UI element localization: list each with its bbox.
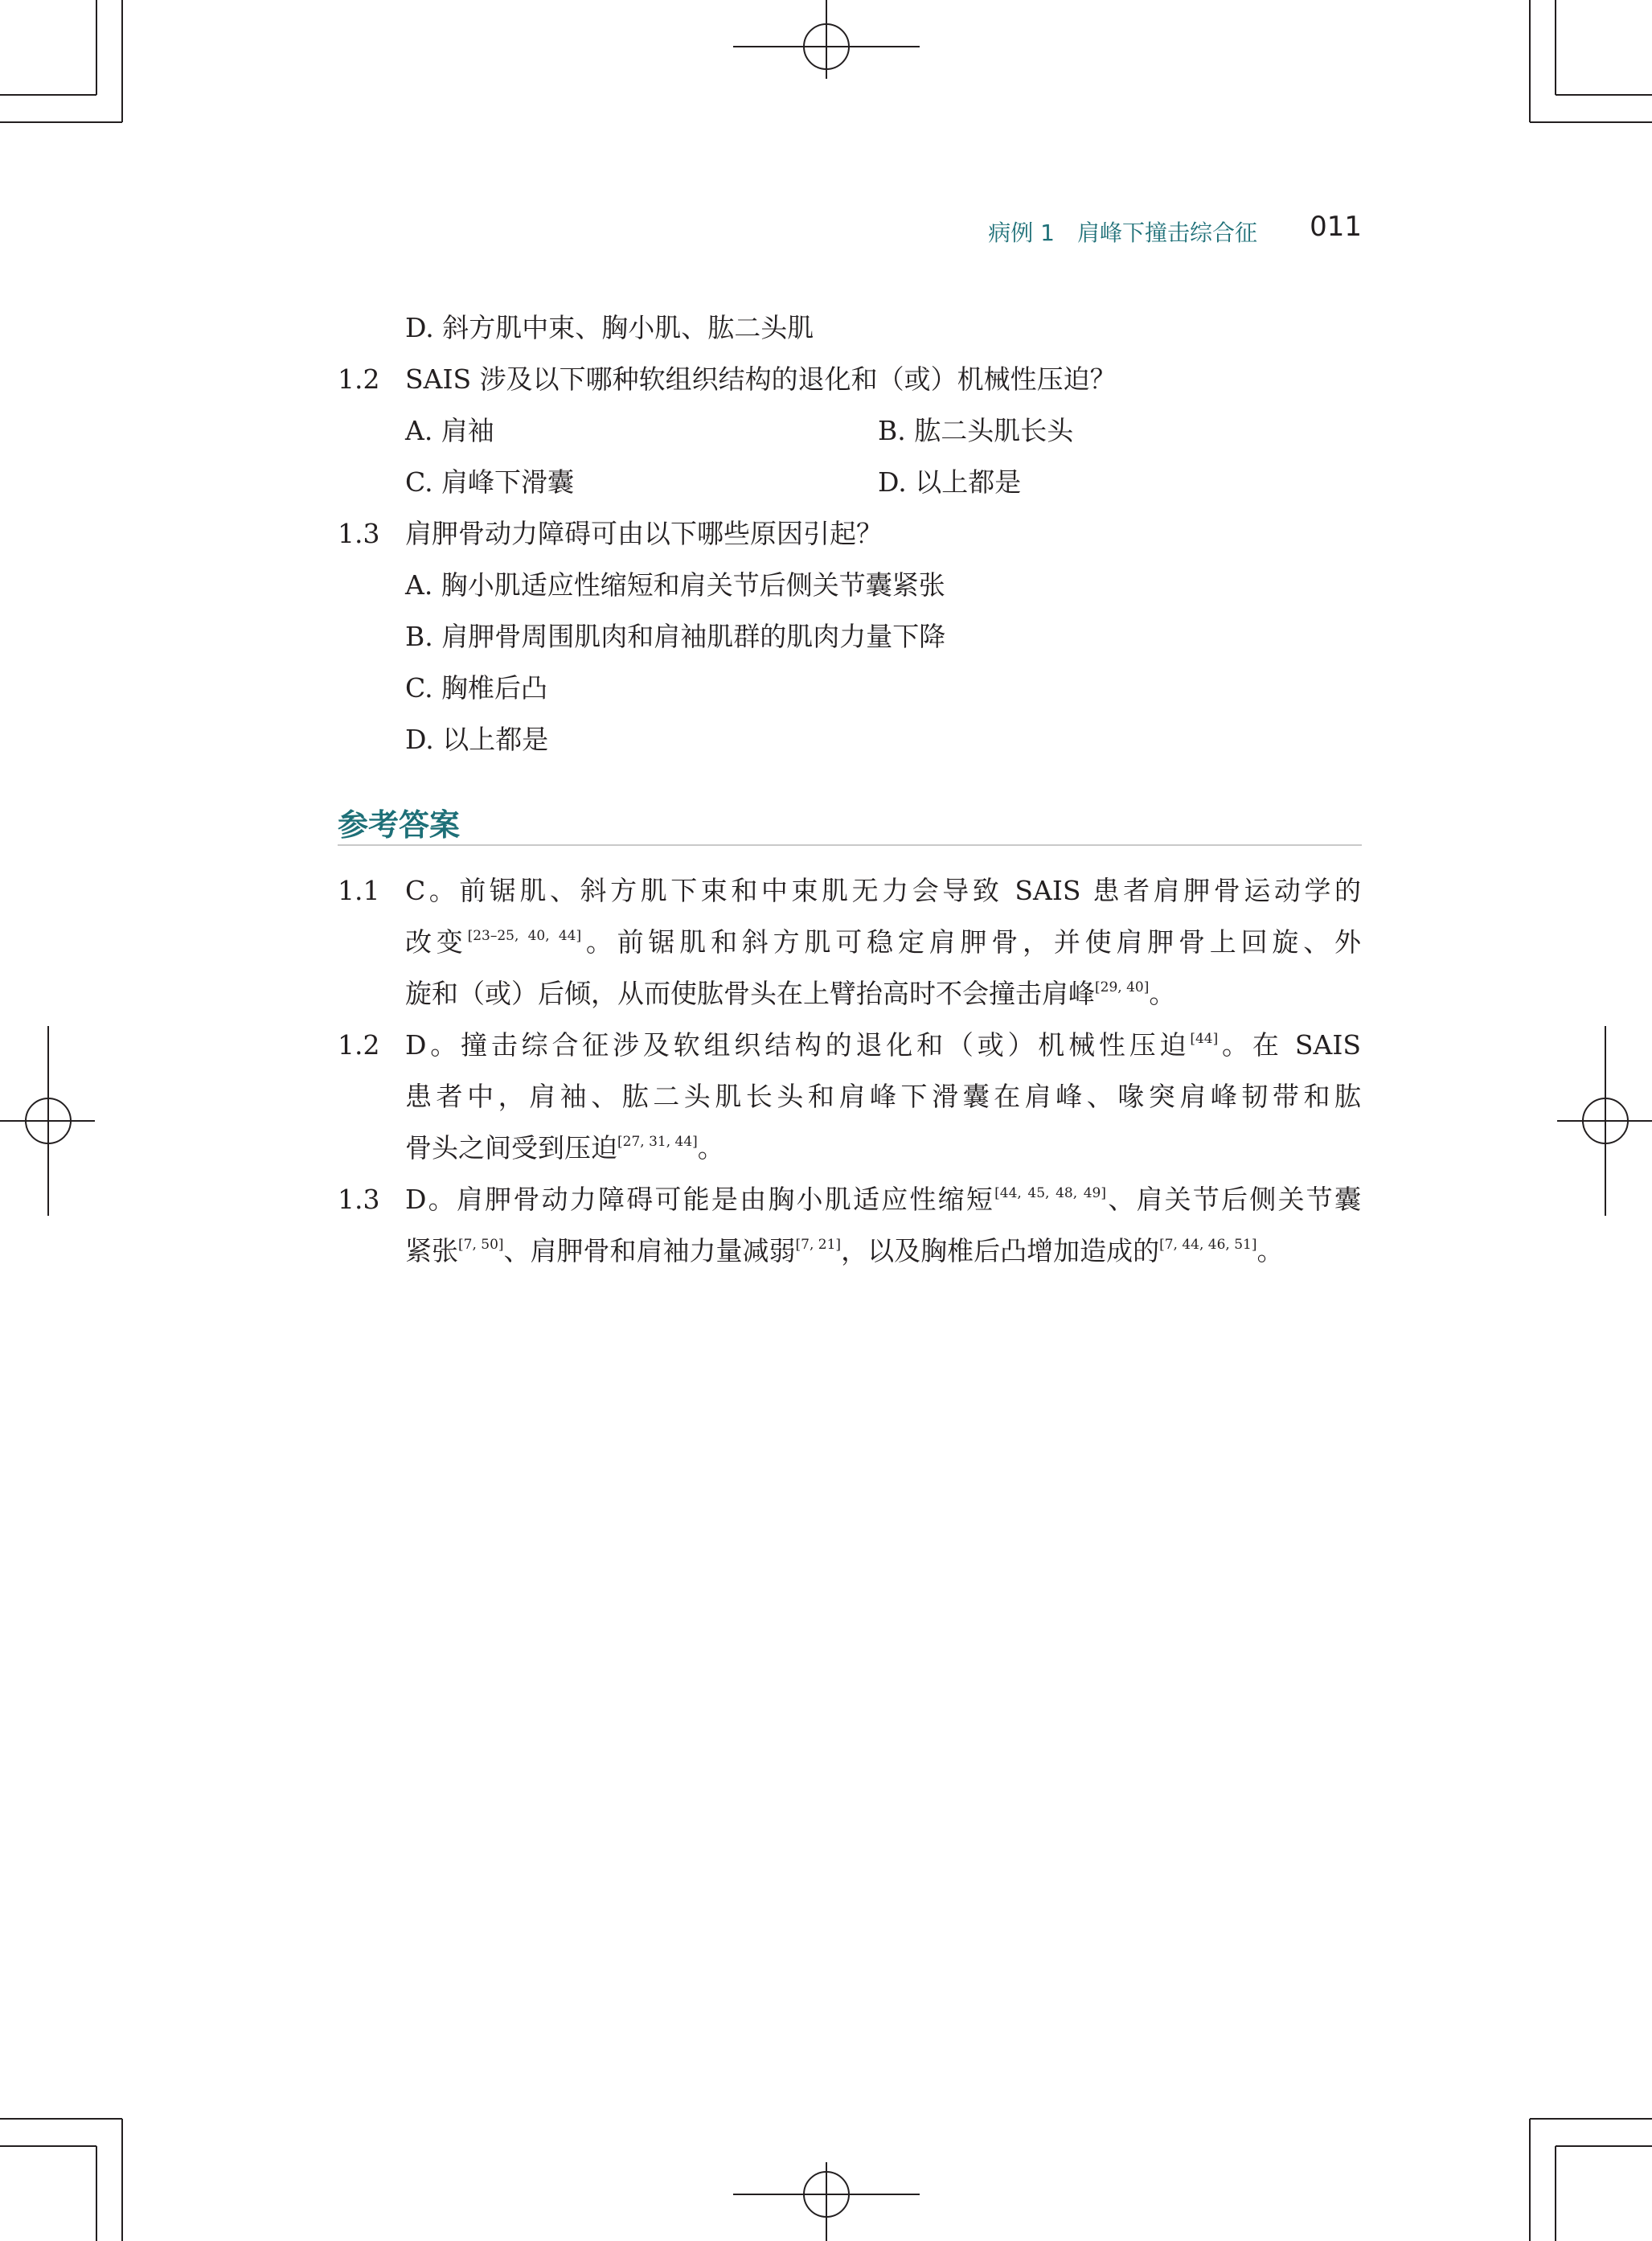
running-title: 病例 1 肩峰下撞击综合征 [988,220,1257,246]
citation: [7, 50] [458,1237,504,1253]
a1-3-text: 紧张 [405,1235,458,1266]
citation: [27, 31, 44] [617,1134,698,1150]
citation: [44, 45, 48, 49] [994,1185,1107,1201]
q1-3-option-d: D. 以上都是 [405,724,549,755]
a1-1-line-3 [405,978,1175,1010]
a1-3-text: 、肩关节后侧关节囊 [1106,1184,1362,1215]
citation: [23–25, 40, 44] [467,928,582,944]
a1-1-number: 1.1 [338,875,380,906]
answers-heading: 参考答案 [338,807,461,843]
a1-1-line-1: C。前锯肌、斜方肌下束和中束肌无力会导致 SAIS 患者肩胛骨运动学的 [405,875,1361,906]
a1-1-text: 改变 [405,926,468,958]
q1-2-option-d: D. 以上都是 [878,466,1022,498]
a1-2-line-3 [405,1132,724,1164]
q1-1-option-d: D. 斜方肌中束、胸小肌、肱二头肌 [405,312,814,343]
q1-3-number: 1.3 [338,518,380,549]
a1-3-line-1 [405,1184,1361,1216]
a1-2-line-2: 患者中，肩袖、肱二头肌长头和肩峰下滑囊在肩峰、喙突肩峰韧带和肱 [405,1081,1361,1112]
q1-2-stem: SAIS 涉及以下哪种软组织结构的退化和（或）机械性压迫？ [405,363,1117,395]
q1-2-number: 1.2 [338,363,380,395]
q1-3-option-a: A. 胸小肌适应性缩短和肩关节后侧关节囊紧张 [405,569,945,601]
a1-2-number: 1.2 [338,1029,380,1061]
a1-1-text: 旋和（或）后倾，从而使肱骨头在上臂抬高时不会撞击肩峰 [405,978,1095,1009]
running-header [884,211,1362,251]
a1-1-text: 。前锯肌和斜方肌可稳定肩胛骨，并使肩胛骨上回旋、外 [581,926,1361,958]
q1-2-option-c: C. 肩峰下滑囊 [405,466,575,498]
q1-3-stem: 肩胛骨动力障碍可由以下哪些原因引起？ [405,518,883,549]
q1-3-option-b: B. 肩胛骨周围肌肉和肩袖肌群的肌肉力量下降 [405,621,946,652]
a1-3-text: D。肩胛骨动力障碍可能是由胸小肌适应性缩短 [405,1184,995,1215]
page-number: 011 [1310,211,1362,243]
citation: [44] [1190,1031,1219,1047]
a1-1-line-2 [405,926,1361,958]
a1-2-text: D。撞击综合征涉及软组织结构的退化和（或）机械性压迫 [405,1029,1191,1061]
q1-2-option-a: A. 肩袖 [405,415,494,446]
a1-3-text: 、肩胛骨和肩袖力量减弱 [503,1235,796,1266]
a1-2-text: 。 [697,1132,724,1164]
a1-3-text: ，以及胸椎后凸增加造成的 [841,1235,1160,1266]
a1-2-text: 。在 SAIS [1218,1029,1361,1061]
a1-2-line-1 [405,1029,1361,1061]
q1-2-option-b: B. 肱二头肌长头 [878,415,1074,446]
citation: [7, 21] [795,1237,842,1253]
section-divider [338,844,1362,846]
a1-2-text: 骨头之间受到压迫 [405,1132,617,1164]
a1-1-text: 。 [1149,978,1176,1009]
q1-3-option-c: C. 胸椎后凸 [405,672,548,704]
a1-3-text: 。 [1256,1235,1284,1266]
a1-3-line-2 [405,1235,1283,1267]
citation: [7, 44, 46, 51] [1159,1237,1257,1253]
citation: [29, 40] [1095,979,1150,995]
a1-3-number: 1.3 [338,1184,380,1215]
